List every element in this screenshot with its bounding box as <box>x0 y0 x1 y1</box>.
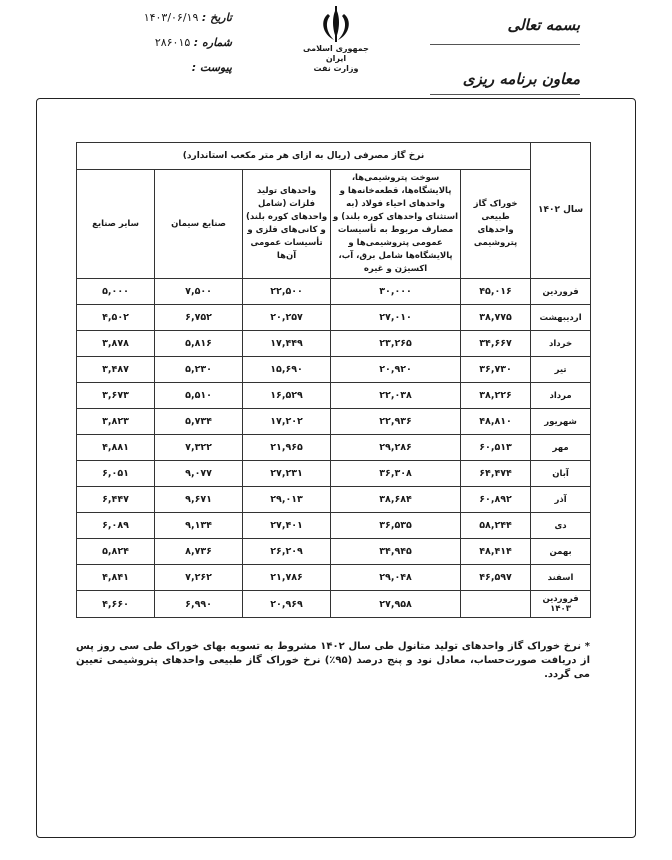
month-cell: مرداد <box>531 383 591 409</box>
value-cell: ۴۸,۸۱۰ <box>461 409 531 435</box>
table-row <box>77 383 591 409</box>
value-cell: ۱۵,۶۹۰ <box>243 357 331 383</box>
value-cell: ۵,۸۱۶ <box>155 331 243 357</box>
date-value: ۱۴۰۳/۰۶/۱۹ <box>143 11 199 24</box>
table-row <box>77 435 591 461</box>
value-cell: ۶,۹۹۰ <box>155 591 243 618</box>
value-cell: ۶,۷۵۲ <box>155 305 243 331</box>
value-cell: ۲۹,۰۱۳ <box>243 487 331 513</box>
value-cell: ۳,۴۸۷ <box>77 357 155 383</box>
table-row <box>77 487 591 513</box>
value-cell: ۳۸,۷۷۵ <box>461 305 531 331</box>
date-label: تاریخ : <box>201 11 232 24</box>
value-cell: ۲۰,۹۶۹ <box>243 591 331 618</box>
value-cell: ۲۹,۲۸۶ <box>331 435 461 461</box>
value-cell: ۶,۰۸۹ <box>77 513 155 539</box>
table-row <box>77 461 591 487</box>
col-header-cement: صنایع سیمان <box>155 170 243 279</box>
value-cell: ۵,۸۲۴ <box>77 539 155 565</box>
table-row <box>77 565 591 591</box>
value-cell: ۵,۰۰۰ <box>77 279 155 305</box>
value-cell: ۳۴,۶۶۷ <box>461 331 531 357</box>
month-cell: خرداد <box>531 331 591 357</box>
value-cell: ۶۰,۸۹۲ <box>461 487 531 513</box>
value-cell: ۱۷,۲۰۲ <box>243 409 331 435</box>
letter-meta <box>72 10 232 75</box>
number-value: ۲۸۶۰۱۵ <box>154 36 191 49</box>
month-cell: آذر <box>531 487 591 513</box>
value-cell: ۳۶,۵۳۵ <box>331 513 461 539</box>
value-cell: ۶۰,۵۱۳ <box>461 435 531 461</box>
table-row <box>77 539 591 565</box>
table-row <box>77 357 591 383</box>
month-cell: تیر <box>531 357 591 383</box>
office-name: معاون برنامه ریزی <box>462 70 580 88</box>
table-body <box>77 279 591 618</box>
value-cell: ۳۴,۹۴۵ <box>331 539 461 565</box>
emblem-icon <box>312 6 360 44</box>
year-header: سال ۱۴۰۲ <box>531 143 591 279</box>
divider <box>430 94 580 95</box>
gas-rate-table <box>76 142 591 618</box>
value-cell: ۳۰,۰۰۰ <box>331 279 461 305</box>
value-cell: ۶۴,۴۷۴ <box>461 461 531 487</box>
col-header-metals: واحدهای تولید فلزات (شامل واحدهای کوره بلند) و کانی‌های فلزی و تأسیسات عمومی آن‌ها <box>243 170 331 279</box>
value-cell: ۲۰,۹۲۰ <box>331 357 461 383</box>
value-cell: ۲۶,۲۰۹ <box>243 539 331 565</box>
number-line <box>72 35 232 50</box>
divider <box>430 44 580 45</box>
value-cell: ۴,۶۶۰ <box>77 591 155 618</box>
table-row <box>77 591 591 618</box>
value-cell <box>461 591 531 618</box>
value-cell: ۱۶,۵۲۹ <box>243 383 331 409</box>
value-cell: ۲۰,۲۵۷ <box>243 305 331 331</box>
value-cell: ۲۷,۴۰۱ <box>243 513 331 539</box>
date-line <box>72 10 232 25</box>
value-cell: ۷,۲۶۲ <box>155 565 243 591</box>
value-cell: ۸,۷۳۶ <box>155 539 243 565</box>
month-cell: اردیبهشت <box>531 305 591 331</box>
value-cell: ۴۶,۵۹۷ <box>461 565 531 591</box>
table-title: نرخ گاز مصرفی (ریال به ازای هر متر مکعب استاندارد) <box>77 143 531 170</box>
value-cell: ۲۳,۲۶۵ <box>331 331 461 357</box>
table-row <box>77 409 591 435</box>
footnote: * نرخ خوراک گاز واحدهای تولید متانول طی سال ۱۴۰۲ مشروط به تسویه بهای خوراک طی سی روز پس از دریافت صورت‌حساب، معادل نود و پنج درصد (۹۵٪) نرخ خوراک گاز طبیعی واحدهای پتروشیمی تعیین می گردد. <box>76 641 590 680</box>
value-cell: ۹,۶۷۱ <box>155 487 243 513</box>
month-cell: آبان <box>531 461 591 487</box>
value-cell: ۲۷,۹۵۸ <box>331 591 461 618</box>
value-cell: ۲۲,۹۳۶ <box>331 409 461 435</box>
month-cell: بهمن <box>531 539 591 565</box>
attachment-line <box>72 60 232 75</box>
table-row <box>77 331 591 357</box>
value-cell: ۲۱,۷۸۶ <box>243 565 331 591</box>
value-cell: ۵,۷۳۴ <box>155 409 243 435</box>
month-cell: دی <box>531 513 591 539</box>
col-header-other: سایر صنایع <box>77 170 155 279</box>
value-cell: ۴۵,۰۱۶ <box>461 279 531 305</box>
value-cell: ۵۸,۲۴۴ <box>461 513 531 539</box>
value-cell: ۵,۲۳۰ <box>155 357 243 383</box>
value-cell: ۷,۳۲۲ <box>155 435 243 461</box>
value-cell: ۶,۰۵۱ <box>77 461 155 487</box>
month-cell: شهریور <box>531 409 591 435</box>
value-cell: ۲۷,۲۳۱ <box>243 461 331 487</box>
month-cell: فروردین ۱۴۰۳ <box>531 591 591 618</box>
value-cell: ۲۲,۰۳۸ <box>331 383 461 409</box>
value-cell: ۳۶,۷۳۰ <box>461 357 531 383</box>
gov-line-2: وزارت نفت <box>313 64 359 73</box>
value-cell: ۴,۵۰۲ <box>77 305 155 331</box>
value-cell: ۴,۸۴۱ <box>77 565 155 591</box>
value-cell: ۵,۵۱۰ <box>155 383 243 409</box>
month-cell: فروردین <box>531 279 591 305</box>
government-caption <box>300 44 372 74</box>
col-header-fuel: سوخت پتروشیمی‌ها، پالایشگاه‌ها، قطعه‌خانه‌ها و واحدهای احیاء فولاد (به استثنای واحدهای کوره بلند) و مصارف مربوط به تأسیسات عمومی پتروشیمی‌ها و پالایشگاه‌ها شامل برق، آب، اکسیژن و غیره <box>331 170 461 279</box>
month-cell: اسفند <box>531 565 591 591</box>
value-cell: ۴۸,۴۱۴ <box>461 539 531 565</box>
value-cell: ۲۲,۵۰۰ <box>243 279 331 305</box>
value-cell: ۹,۰۷۷ <box>155 461 243 487</box>
value-cell: ۲۹,۰۴۸ <box>331 565 461 591</box>
value-cell: ۲۷,۰۱۰ <box>331 305 461 331</box>
value-cell: ۳,۶۷۳ <box>77 383 155 409</box>
table-row <box>77 513 591 539</box>
value-cell: ۷,۵۰۰ <box>155 279 243 305</box>
number-label: شماره : <box>193 36 232 49</box>
value-cell: ۹,۱۳۴ <box>155 513 243 539</box>
value-cell: ۲۱,۹۶۵ <box>243 435 331 461</box>
attachment-label: پیوست : <box>191 61 232 74</box>
value-cell: ۳,۸۲۳ <box>77 409 155 435</box>
value-cell: ۶,۴۴۷ <box>77 487 155 513</box>
bismillah: بسمه تعالی <box>507 16 580 34</box>
value-cell: ۳۸,۲۲۶ <box>461 383 531 409</box>
value-cell: ۴,۸۸۱ <box>77 435 155 461</box>
col-header-petrochem-feed: خوراک گاز طبیعی واحدهای پتروشیمی <box>461 170 531 279</box>
value-cell: ۳,۸۷۸ <box>77 331 155 357</box>
value-cell: ۳۸,۶۸۴ <box>331 487 461 513</box>
month-cell: مهر <box>531 435 591 461</box>
table-row <box>77 305 591 331</box>
gov-line-1: جمهوری اسلامی ایران <box>303 44 369 63</box>
table-row <box>77 279 591 305</box>
value-cell: ۳۶,۳۰۸ <box>331 461 461 487</box>
value-cell: ۱۷,۴۴۹ <box>243 331 331 357</box>
